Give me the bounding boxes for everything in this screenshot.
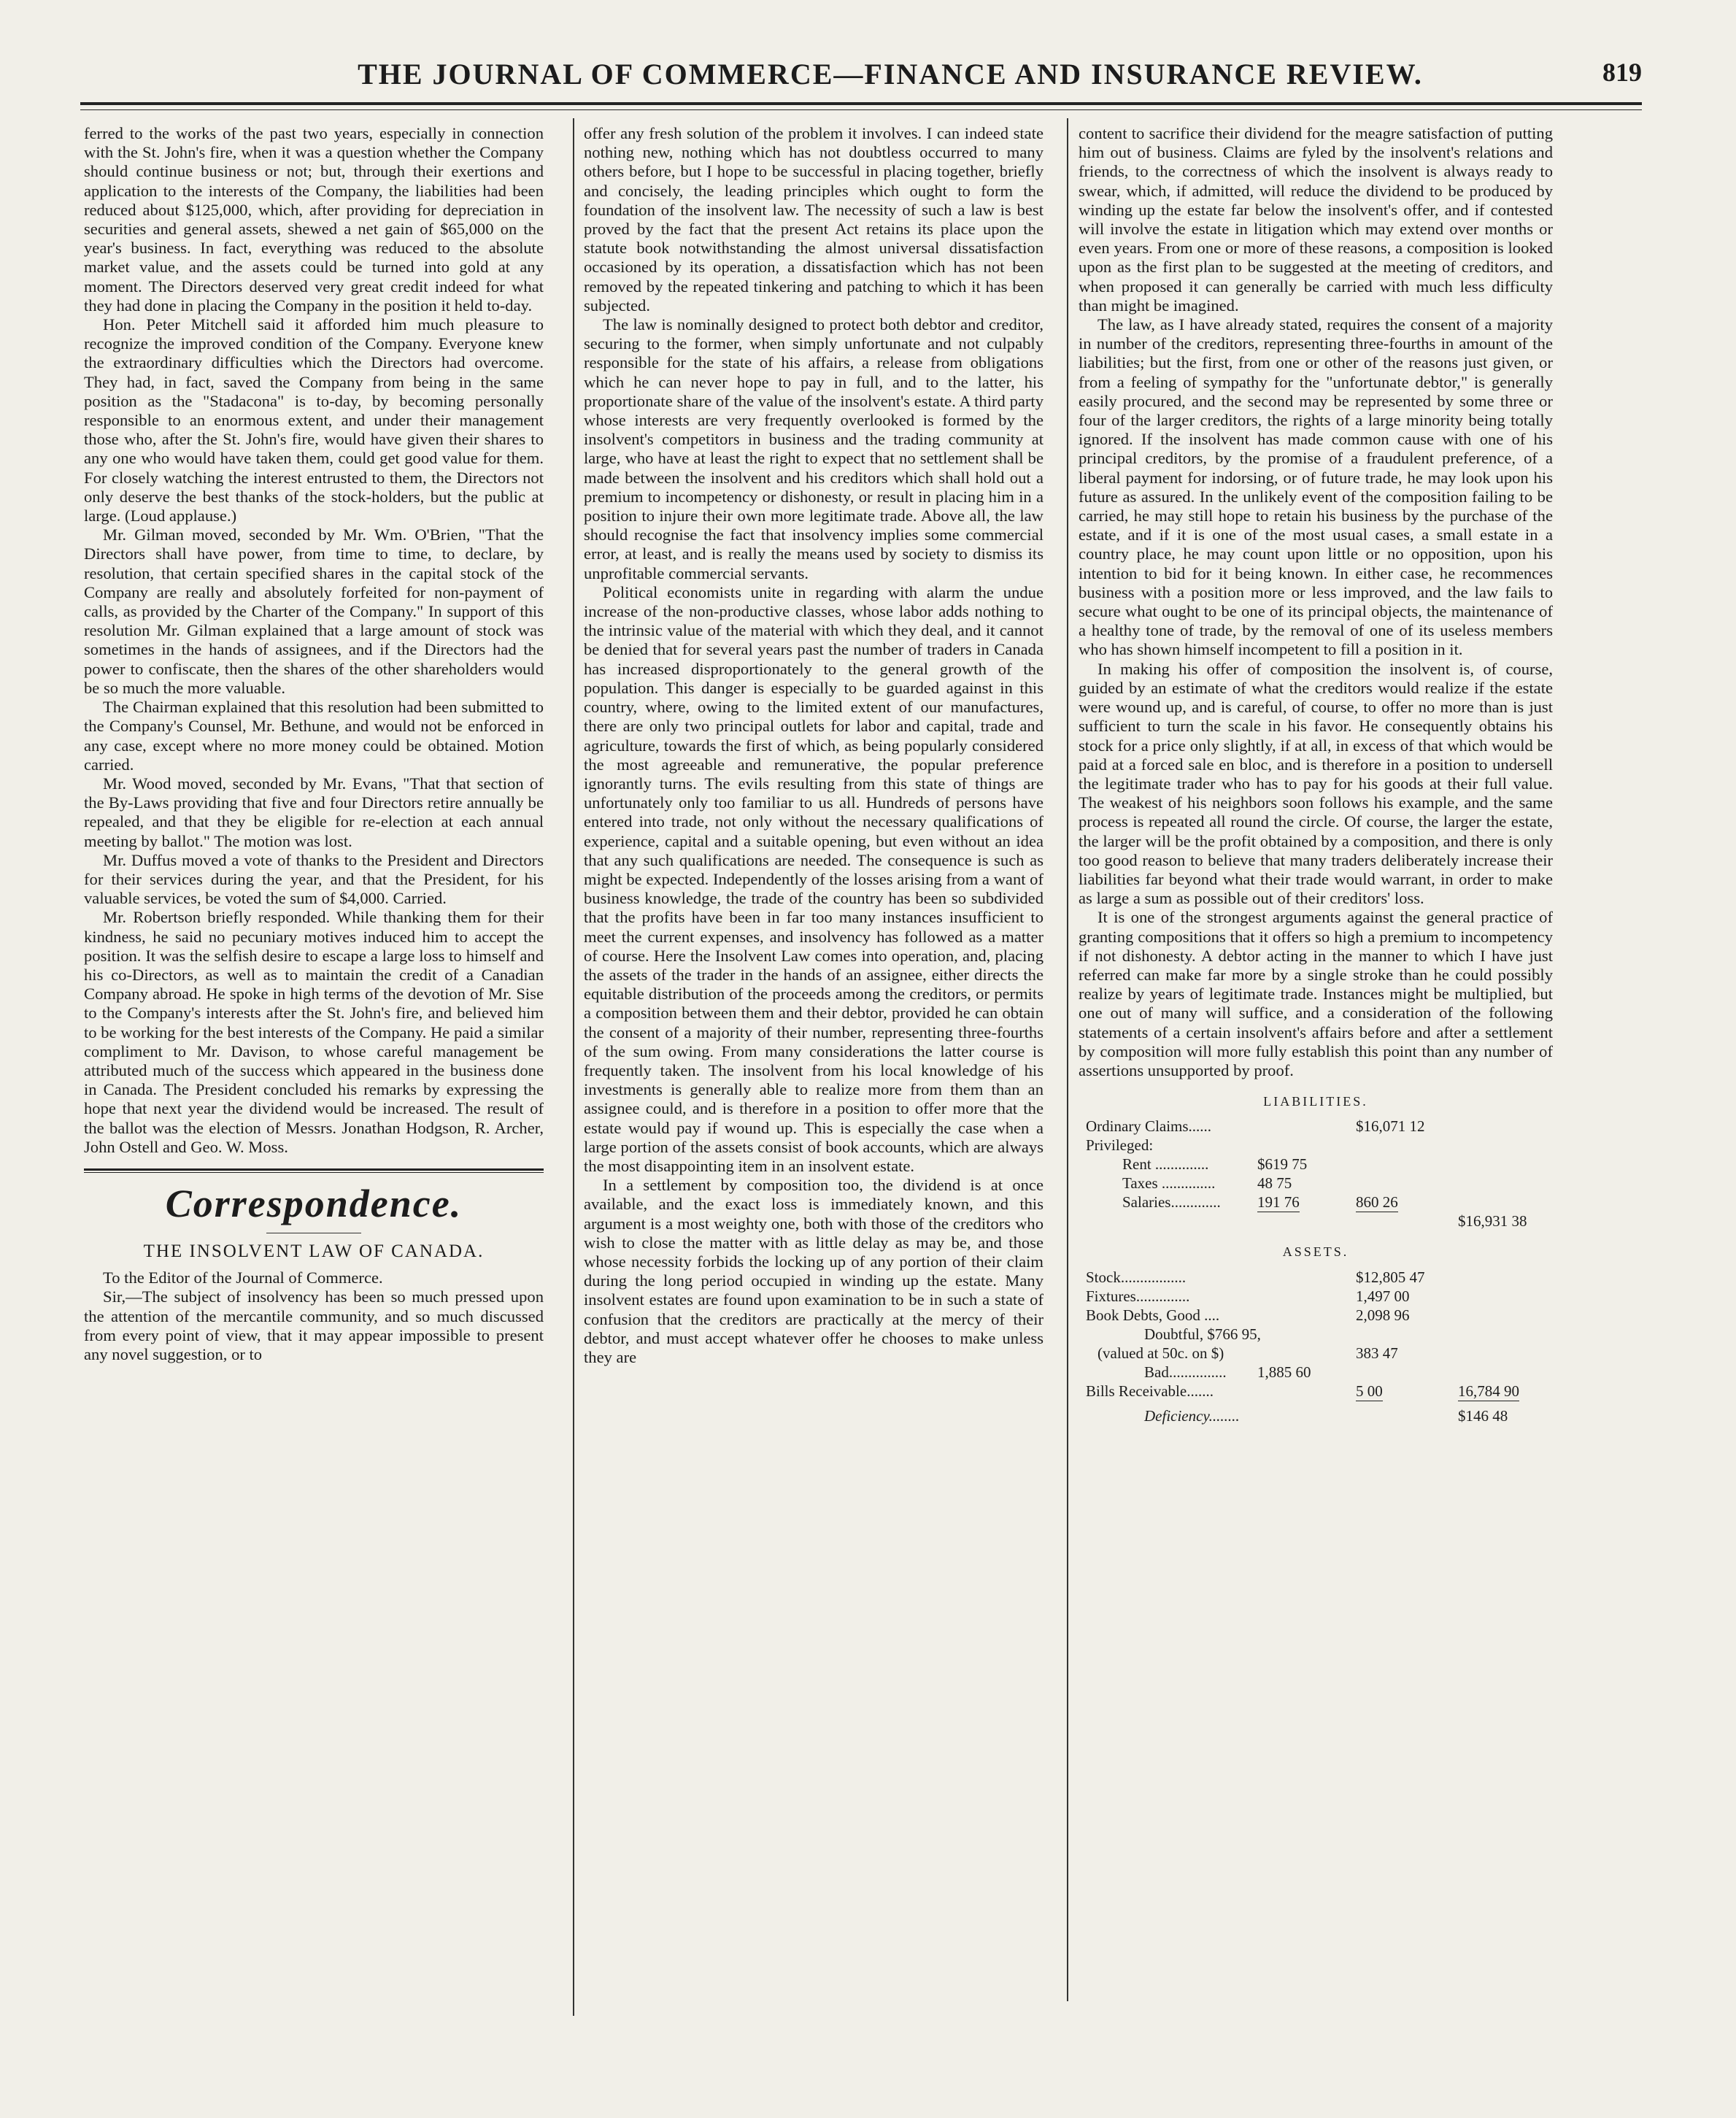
row-value: $16,071 12 — [1356, 1117, 1425, 1136]
row-label: Fixtures.............. — [1086, 1287, 1190, 1305]
section-rule-thin — [84, 1172, 544, 1173]
page-number: 819 — [1602, 58, 1642, 87]
row-value: 48 75 — [1257, 1174, 1292, 1193]
table-row — [1079, 1155, 1553, 1174]
salutation: To the Editor of the Journal of Commerce. — [103, 1268, 383, 1287]
row-label: Bad............... — [1144, 1363, 1227, 1381]
table-row — [1079, 1117, 1553, 1136]
paragraph: Mr. Duffus moved a vote of thanks to the President and Directors for their services during the year, and that the President, for his valuable services, be voted the sum of $4,000. Carried. — [84, 850, 544, 908]
row-label: Deficiency........ — [1144, 1406, 1240, 1425]
table-row — [1079, 1363, 1553, 1382]
section-rule — [84, 1168, 544, 1171]
table-row — [1079, 1268, 1553, 1287]
paragraph: It is one of the strongest arguments against the general practice of granting compositions that it offers so high a premium to incompetency if not dishonesty. A debtor acting in the manner to which I have just referred can make far more by a single stroke than he could possibly realize by years of legitimate trade. Instances might be multiplied, but one out of many will suffice, and a consideration of the following statements of a certain insolvent's affairs before and after a settlement by composition will more fully establish this point than any number of assertions unsupported by proof. — [1079, 908, 1553, 1079]
paragraph: content to sacrifice their dividend for the meagre satisfaction of putting him out of business. Claims are fyled by the insolvent's relations and friends, to the correctness of which the insolvent is always ready to swear, which, if admitted, will reduce the dividend to be produced by winding up the estate far below the insolvent's offer, and if contested will involve the estate in litigation which may extend over months or even years. From one or more of these reasons, a composition is looked upon as the first plan to be suggested at the meeting of creditors, and when proposed it can generally be carried with much less difficulty than might be imagined. — [1079, 124, 1553, 315]
paragraph: offer any fresh solution of the problem it involves. I can indeed state nothing new, nothing which has not doubtless occurred to many others before, but I hope to be successful in placing together, briefly and concisely, the leading principles which ought to form the foundation of the insolvent law. The necessity of such a law is best proved by the fact that the present Act retains its place upon the statute book notwithstanding the almost universal dissatisfaction occasioned by its operation, a dissatisfaction which has not been removed by the repeated tinkering and patching to which it has been subjected. — [584, 124, 1043, 315]
paragraph: In a settlement by composition too, the dividend is at once available, and the exact loss is immediately known, and this argument is a most weighty one, both with those of the creditors who wish to close the matter with as little delay as may be, and those whose necessity forbids the locking up of any portion of their claim during the long period occupied in winding up the estate. Many insolvent estates are found upon examination to be in such a state of confusion that the creditors are practically at the mercy of their debtor, and must accept whatever offer he chooses to make unless they are — [584, 1176, 1043, 1366]
table-row — [1079, 1193, 1553, 1212]
table-row — [1079, 1287, 1553, 1306]
paragraph: The Chairman explained that this resolution had been submitted to the Company's Counsel, Mr. Bethune, and would not be enforced in any case, except where no more money could be obtained. Motion carried. — [84, 698, 544, 774]
paragraph: ferred to the works of the past two years, especially in connection with the St. John's fire, when it was a question whether the Company should continue business or not; but, through their exertions and application to the interests of the Company, the liabilities had been reduced about $125,000, which, after providing for depreciation in securities and general assets, shewed a net gain of $65,000 on the year's business. In fact, everything was reduced to the absolute market value, and the assets could be turned into gold at any moment. The Directors deserved very great credit indeed for what they had done in placing the Company in the position it held to-day. — [84, 124, 544, 315]
column-2 — [584, 124, 1043, 2029]
article-title: THE INSOLVENT LAW OF CANADA. — [143, 1241, 485, 1261]
row-label: Salaries............. — [1122, 1193, 1221, 1212]
paragraph: Mr. Robertson briefly responded. While thanking them for their kindness, he said no pecuniary motives induced him to accept the position. It was the selfish desire to escape a large loss to himself and his co-Directors, as well as to maintain the credit of a Canadian Company abroad. He spoke in high terms of the devotion of Mr. Sise to the Company's interests after the St. John's fire, and believed him to be working for the best interests of the Company. He paid a similar compliment to Mr. Davison, to whose careful management be attributed much of the success which appeared in the business done in Canada. The President concluded his remarks by expressing the hope that next year the dividend would be increased. The result of the ballot was the election of Messrs. Jonathan Hodgson, R. Archer, John Ostell and Geo. W. Moss. — [84, 908, 544, 1156]
row-label: Stock................. — [1086, 1268, 1187, 1286]
row-label: Bills Receivable....... — [1086, 1382, 1214, 1400]
row-value: 5 00 — [1356, 1382, 1383, 1400]
paragraph: The law is nominally designed to protect both debtor and creditor, securing to the former, when simply unfortunate and not culpably responsible for the state of his affairs, a release from obligations which he can never hope to pay in full, and to the latter, his proportionate share of the value of the insolvent's estate. A third party whose interests are very frequently overlooked is formed by the insolvent's competitors in business and the trading community at large, who have at least the right to expect that no settlement shall be made between the insolvent and his creditors which shall hold out a premium to incompetency or dishonesty, or result in placing him in a position to injure their own more legitimate trade. Above all, the law should recognise the fact that insolvency implies some commercial error, at least, and is really the means used by society to dismiss its unprofitable commercial servants. — [584, 315, 1043, 582]
paragraph: The law, as I have already stated, requires the consent of a majority in number of the creditors, representing three-fourths in amount of the liabilities; but the first, from one or other of the reasons just given, or from a feeling of sympathy for the "unfortunate debtor," is generally easily procured, and the second may be represented by some three or four of the larger creditors, the rights of a large minority being totally ignored. If the insolvent has made common cause with one of his principal creditors, by the promise of a fraudulent preference, of a liberal payment for indorsing, or of future trade, he may look upon his future as assured. In the unlikely event of the composition failing to be carried, he may still hope to retain his business by the purchase of the estate, and if it is one of the most usual cases, a small estate in a country place, he may count upon little or no opposition, upon his intention to bid for it being known. In either case, he recommences business with a position more or less improved, and the law fails to secure what ought to be one of its principal objects, the maintenance of a healthy tone of trade, by the removal of one of its useless members who has shown himself incompetent to fill a position in it. — [1079, 315, 1553, 659]
paragraph: In making his offer of composition the insolvent is, of course, guided by an estimate of what the creditors would realize if the estate were wound up, and is careful, of course, to offer no more than is just sufficient to turn the scale in his favor. He consequently obtains his stock for a price only slightly, if at all, in excess of that which would be paid at a forced sale en bloc, and is therefore in a position to undersell the legitimate trader who has to pay for his goods at their full value. The weakest of his neighbors soon follows his example, and the same process is repeated all round the circle. Of course, the larger the estate, the larger will be the profit obtained by a composition, and there is only too good reason to believe that many traders deliberately increase their liabilities far beyond what their trade would warrant, in order to make as large a sum as possible out of their creditors' loss. — [1079, 659, 1553, 908]
liabilities-title: LIABILITIES. — [1263, 1094, 1368, 1109]
table-row — [1079, 1325, 1553, 1344]
row-total: $146 48 — [1458, 1406, 1508, 1425]
column-3 — [1079, 124, 1553, 2029]
paragraph: Hon. Peter Mitchell said it afforded him much pleasure to recognize the improved condition of the Company. Everyone knew the extraordinary difficulties which the Directors had overcome. They had, in fact, saved the Company from being in the same position as the "Stadacona" is to-day, by becoming personally responsible to an enormous extent, and under their management those who, after the St. John's fire, would have given their shares to any one who would have taken them, could get good value for them. For closely watching the interest entrusted to them, the Directors not only deserve the best thanks of the stock-holders, but the public at large. (Loud applause.) — [84, 315, 544, 525]
row-value: 383 47 — [1356, 1344, 1398, 1362]
table-row — [1079, 1306, 1553, 1325]
row-value: 1,885 60 — [1257, 1363, 1311, 1381]
row-label: Ordinary Claims...... — [1086, 1117, 1212, 1136]
liabilities-table — [1079, 1117, 1553, 1231]
paragraph: Sir,—The subject of insolvency has been so much pressed upon the attention of the mercantile community, and so much discussed from every point of view, that it may appear impossible to present any novel suggestion, or to — [84, 1287, 544, 1363]
table-row — [1079, 1174, 1553, 1193]
row-value: $619 75 — [1257, 1155, 1308, 1174]
row-label: Taxes .............. — [1122, 1174, 1216, 1193]
journal-title: THE JOURNAL OF COMMERCE—FINANCE AND INSURANCE REVIEW. — [358, 58, 1423, 91]
paragraph: Political economists unite in regarding with alarm the undue increase of the non-productive classes, whose labor adds nothing to the intrinsic value of the material with which they deal, and it cannot be denied that for several years past the number of traders in Canada has increased disproportionately to the general growth of the population. This danger is especially to be guarded against in this country, where, owing to the limited extent of our manufactures, there are only two principal outlets for labor and capital, trade and agriculture, towards the first of which, as being popularly considered the most agreeable and remunerative, the popular preference ignorantly turns. The evils resulting from this state of things are unfortunately only too familiar to us all. Hundreds of persons have entered into trade, not only without the necessary qualifications of experience, capital and a suitable opening, but even without an idea that any such qualifications are needed. The consequence is such as might be expected. Independently of the losses arising from a want of business knowledge, the trade of the country has been so subdivided that the profits have been in far too many instances insufficient to meet the current expenses, and insolvency has followed as a matter of course. Here the Insolvent Law comes into operation, and, placing the assets of the trader in the hands of an assignee, either directs the equitable distribution of the proceeds among the creditors, or permits a composition between them and their debtor, provided he can obtain the consent of a majority of their number, representing three-fourths of the sum owing. From many considerations the latter course is frequently taken. The insolvent from his local knowledge of his investments is generally able to realize more from them than an assignee could, and is therefore in a position to offer more that the estate would pay if wound up. This is especially the case when a large portion of the assets consist of book accounts, which are always the most disappointing item in an insolvent estate. — [584, 582, 1043, 1175]
row-total: $16,931 38 — [1458, 1212, 1527, 1231]
section-title: Correspondence. — [165, 1181, 463, 1225]
column-divider-2 — [1067, 118, 1068, 2001]
header-rule-thin — [80, 109, 1642, 110]
row-value: 191 76 — [1257, 1193, 1300, 1212]
row-subtotal: 860 26 — [1356, 1193, 1398, 1212]
row-label: Privileged: — [1086, 1136, 1154, 1155]
row-total: 16,784 90 — [1458, 1382, 1519, 1400]
row-value: 1,497 00 — [1356, 1287, 1410, 1305]
header-rule-thick — [80, 102, 1642, 105]
table-row — [1079, 1344, 1553, 1363]
table-row — [1079, 1406, 1553, 1425]
page-header — [80, 57, 1642, 101]
row-value: 2,098 96 — [1356, 1306, 1410, 1324]
row-label: (valued at 50c. on $) — [1097, 1344, 1224, 1362]
column-1 — [84, 124, 544, 2029]
paragraph: Mr. Wood moved, seconded by Mr. Evans, "That that section of the By-Laws providing that five and four Directors retire annually be repealed, and that they be eligible for re-election at each annual meeting by ballot." The motion was lost. — [84, 774, 544, 850]
row-label: Book Debts, Good .... — [1086, 1306, 1220, 1324]
row-label: Rent .............. — [1122, 1155, 1209, 1174]
table-row — [1079, 1212, 1553, 1231]
paragraph: Mr. Gilman moved, seconded by Mr. Wm. O'Brien, "That the Directors shall have power, from time to time, to declare, by resolution, that certain specified shares in the capital stock of the Company are really and absolutely forfeited for non-payment of calls, as provided by the Charter of the Company." In support of this resolution Mr. Gilman explained that a large amount of stock was sometimes in the hands of assignees, and if the Directors had the power to confiscate, then the shares of the other shareholders would be so much the more valuable. — [84, 525, 544, 697]
row-value: $12,805 47 — [1356, 1268, 1425, 1286]
table-row — [1079, 1382, 1553, 1401]
column-divider-1 — [573, 118, 574, 2016]
table-row — [1079, 1136, 1553, 1155]
assets-table — [1079, 1268, 1553, 1425]
assets-title: ASSETS. — [1282, 1244, 1349, 1260]
row-label: Doubtful, $766 95, — [1144, 1325, 1261, 1343]
